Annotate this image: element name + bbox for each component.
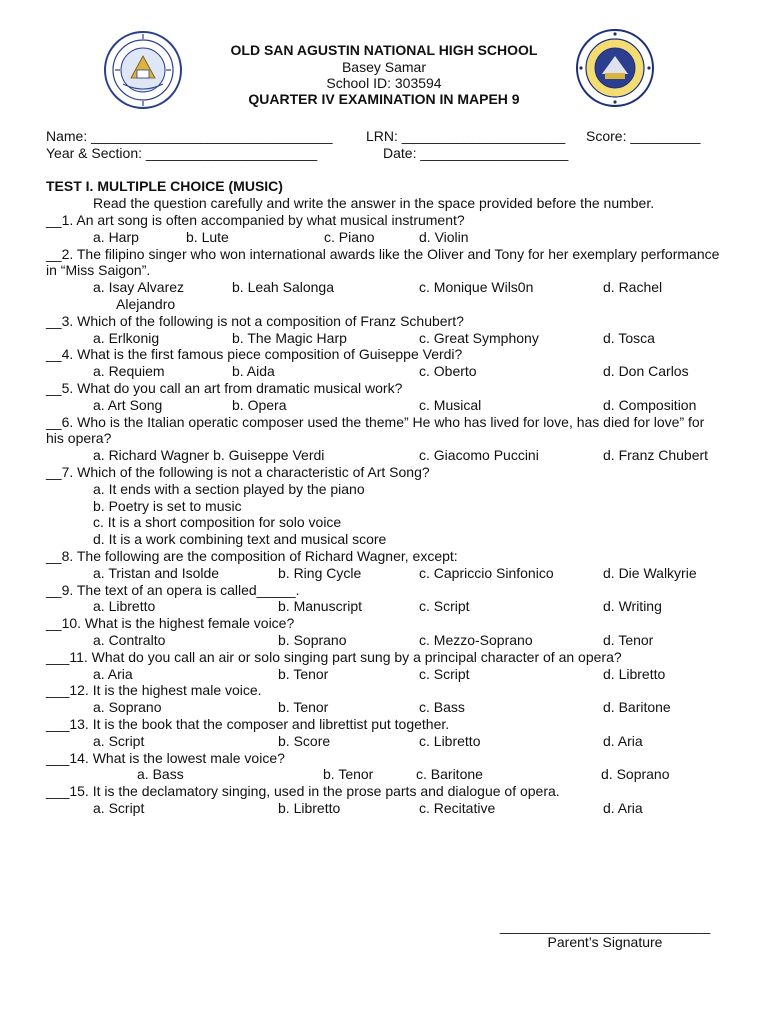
date-field[interactable]: Date: ___________________ bbox=[383, 145, 569, 161]
question-14: ___14. What is the lowest male voice? bbox=[46, 749, 285, 766]
option-c: c. Monique Wils0n bbox=[419, 279, 534, 296]
year-section-field[interactable]: Year & Section: ______________________ bbox=[46, 145, 318, 161]
option-d: d. Violin bbox=[419, 228, 469, 245]
option-d: d. Composition bbox=[603, 396, 697, 413]
school-id: School ID: 303594 bbox=[326, 75, 442, 91]
parent-signature-block bbox=[488, 918, 722, 951]
question-2: __2. The filipino singer who won international awards like the Oliver and Tony for her exemplary performance in “Miss Saigon”. bbox=[46, 245, 720, 279]
option-d: d. Aria bbox=[603, 799, 643, 816]
signature-line[interactable]: ___________________________ bbox=[499, 918, 711, 934]
deped-seal-logo bbox=[103, 30, 183, 110]
options-5 bbox=[46, 397, 726, 414]
option-c: c. It is a short composition for solo voice bbox=[93, 514, 342, 531]
options-6 bbox=[46, 447, 726, 464]
options-12 bbox=[46, 699, 726, 716]
option-b: b. Manuscript bbox=[278, 598, 363, 615]
options-2 bbox=[46, 279, 726, 313]
option-a: a. Harp bbox=[93, 228, 139, 245]
option-c: c. Bass bbox=[419, 699, 465, 716]
option-b: b. Score bbox=[278, 732, 331, 749]
option-b: b. Libretto bbox=[278, 799, 341, 816]
test-title: TEST I. MULTIPLE CHOICE (MUSIC) bbox=[46, 178, 283, 194]
options-1 bbox=[46, 229, 726, 246]
option-c: c. Giacomo Puccini bbox=[419, 447, 539, 464]
option-a: a. Erlkonig bbox=[93, 329, 160, 346]
option-c: c. Capriccio Sinfonico bbox=[419, 564, 554, 581]
option-b: b. Opera bbox=[232, 396, 287, 413]
option-a: a. Aria bbox=[93, 665, 133, 682]
options-4 bbox=[46, 363, 726, 380]
option-a: a. Art Song bbox=[93, 396, 163, 413]
test-instruction: Read the question carefully and write the answer in the space provided before the number. bbox=[93, 195, 655, 211]
option-d: d. Rachel bbox=[603, 279, 663, 296]
option-d: d. Baritone bbox=[603, 699, 671, 716]
school-location: Basey Samar bbox=[341, 59, 427, 75]
option-b: b. The Magic Harp bbox=[232, 329, 347, 346]
option-b: b. Tenor bbox=[278, 665, 329, 682]
score-field[interactable]: Score: _________ bbox=[586, 128, 701, 144]
option-a: a. Contralto bbox=[93, 631, 166, 648]
question-8: __8. The following are the composition of Richard Wagner, except: bbox=[46, 547, 458, 564]
option-b: b. Tenor bbox=[278, 699, 329, 716]
option-d: d. Aria bbox=[603, 732, 643, 749]
option-c: c. Oberto bbox=[419, 363, 477, 380]
option-d: d. Franz Chubert bbox=[603, 447, 709, 464]
option-a: a. Tristan and Isolde bbox=[93, 564, 220, 581]
question-6: __6. Who is the Italian operatic composer used the theme” He who has lived for love, has died for love” for his opera? bbox=[46, 413, 705, 447]
name-field[interactable]: Name: _______________________________ bbox=[46, 128, 333, 144]
option-c: c. Baritone bbox=[416, 766, 483, 783]
question-1: __1. An art song is often accompanied by what musical instrument? bbox=[46, 212, 465, 228]
option-d: d. Tosca bbox=[603, 329, 655, 346]
question-4: __4. What is the first famous piece composition of Guiseppe Verdi? bbox=[46, 346, 463, 363]
options-3 bbox=[46, 330, 726, 347]
option-d: d. It is a work combining text and musical score bbox=[93, 531, 387, 548]
option-c: c. Libretto bbox=[419, 732, 481, 749]
option-a-b: a. Richard Wagner b. Guiseppe Verdi bbox=[93, 447, 325, 464]
option-b: b. Lute bbox=[186, 228, 229, 245]
signature-label: Parent’s Signature bbox=[547, 934, 663, 950]
options-13 bbox=[46, 733, 726, 750]
option-b: b. Ring Cycle bbox=[278, 564, 362, 581]
document-header bbox=[180, 42, 588, 108]
question-11: ___11. What do you call an air or solo singing part sung by a principal character of an opera? bbox=[46, 648, 622, 665]
option-b: b. Leah Salonga bbox=[232, 279, 334, 296]
option-c: c. Piano bbox=[324, 228, 375, 245]
option-c: c. Recitative bbox=[419, 799, 496, 816]
option-a: a. Bass bbox=[137, 766, 184, 783]
option-a: a. Libretto bbox=[93, 598, 156, 615]
question-9: __9. The text of an opera is called_____. bbox=[46, 581, 300, 598]
student-info-fields bbox=[46, 128, 726, 162]
question-3: __3. Which of the following is not a composition of Franz Schubert? bbox=[46, 312, 464, 329]
option-d: d. Don Carlos bbox=[603, 363, 689, 380]
option-d: d. Soprano bbox=[601, 766, 670, 783]
question-15: ___15. It is the declamatory singing, used in the prose parts and dialogue of opera. bbox=[46, 783, 560, 800]
question-7: __7. Which of the following is not a characteristic of Art Song? bbox=[46, 463, 430, 480]
exam-title: QUARTER IV EXAMINATION IN MAPEH 9 bbox=[248, 91, 520, 107]
option-c: c. Script bbox=[419, 598, 470, 615]
option-c: c. Musical bbox=[419, 396, 482, 413]
option-a: a. It ends with a section played by the piano bbox=[93, 480, 365, 497]
option-a: a. Script bbox=[93, 799, 145, 816]
option-b: b. Aida bbox=[232, 363, 275, 380]
options-7 bbox=[46, 481, 726, 548]
option-b: b. Poetry is set to music bbox=[93, 497, 242, 514]
question-5: __5. What do you call an art from dramatic musical work? bbox=[46, 379, 403, 396]
option-d-continued: Alejandro bbox=[116, 295, 176, 312]
options-9 bbox=[46, 598, 726, 615]
test-section bbox=[46, 178, 726, 817]
option-b: b. Soprano bbox=[278, 631, 347, 648]
question-10: __10. What is the highest female voice? bbox=[46, 615, 295, 632]
year-row bbox=[46, 145, 726, 162]
option-c: c. Mezzo-Soprano bbox=[419, 631, 533, 648]
option-a: a. Script bbox=[93, 732, 145, 749]
option-c: c. Great Symphony bbox=[419, 329, 539, 346]
lrn-field[interactable]: LRN: _____________________ bbox=[366, 128, 566, 144]
options-8 bbox=[46, 565, 726, 582]
option-d: d. Writing bbox=[603, 598, 662, 615]
option-a: a. Isay Alvarez bbox=[93, 279, 185, 296]
options-10 bbox=[46, 632, 726, 649]
option-b: b. Tenor bbox=[323, 766, 374, 783]
options-11 bbox=[46, 666, 726, 683]
question-12: ___12. It is the highest male voice. bbox=[46, 682, 262, 699]
school-name: OLD SAN AGUSTIN NATIONAL HIGH SCHOOL bbox=[230, 42, 538, 58]
name-row bbox=[46, 128, 726, 145]
option-c: c. Script bbox=[419, 665, 470, 682]
question-13: ___13. It is the book that the composer and librettist put together. bbox=[46, 715, 450, 732]
option-a: a. Soprano bbox=[93, 699, 162, 716]
option-d: d. Libretto bbox=[603, 665, 666, 682]
option-a: a. Requiem bbox=[93, 363, 165, 380]
option-d: d. Tenor bbox=[603, 631, 654, 648]
options-14 bbox=[46, 766, 726, 783]
option-d: d. Die Walkyrie bbox=[603, 564, 697, 581]
options-15 bbox=[46, 800, 726, 817]
